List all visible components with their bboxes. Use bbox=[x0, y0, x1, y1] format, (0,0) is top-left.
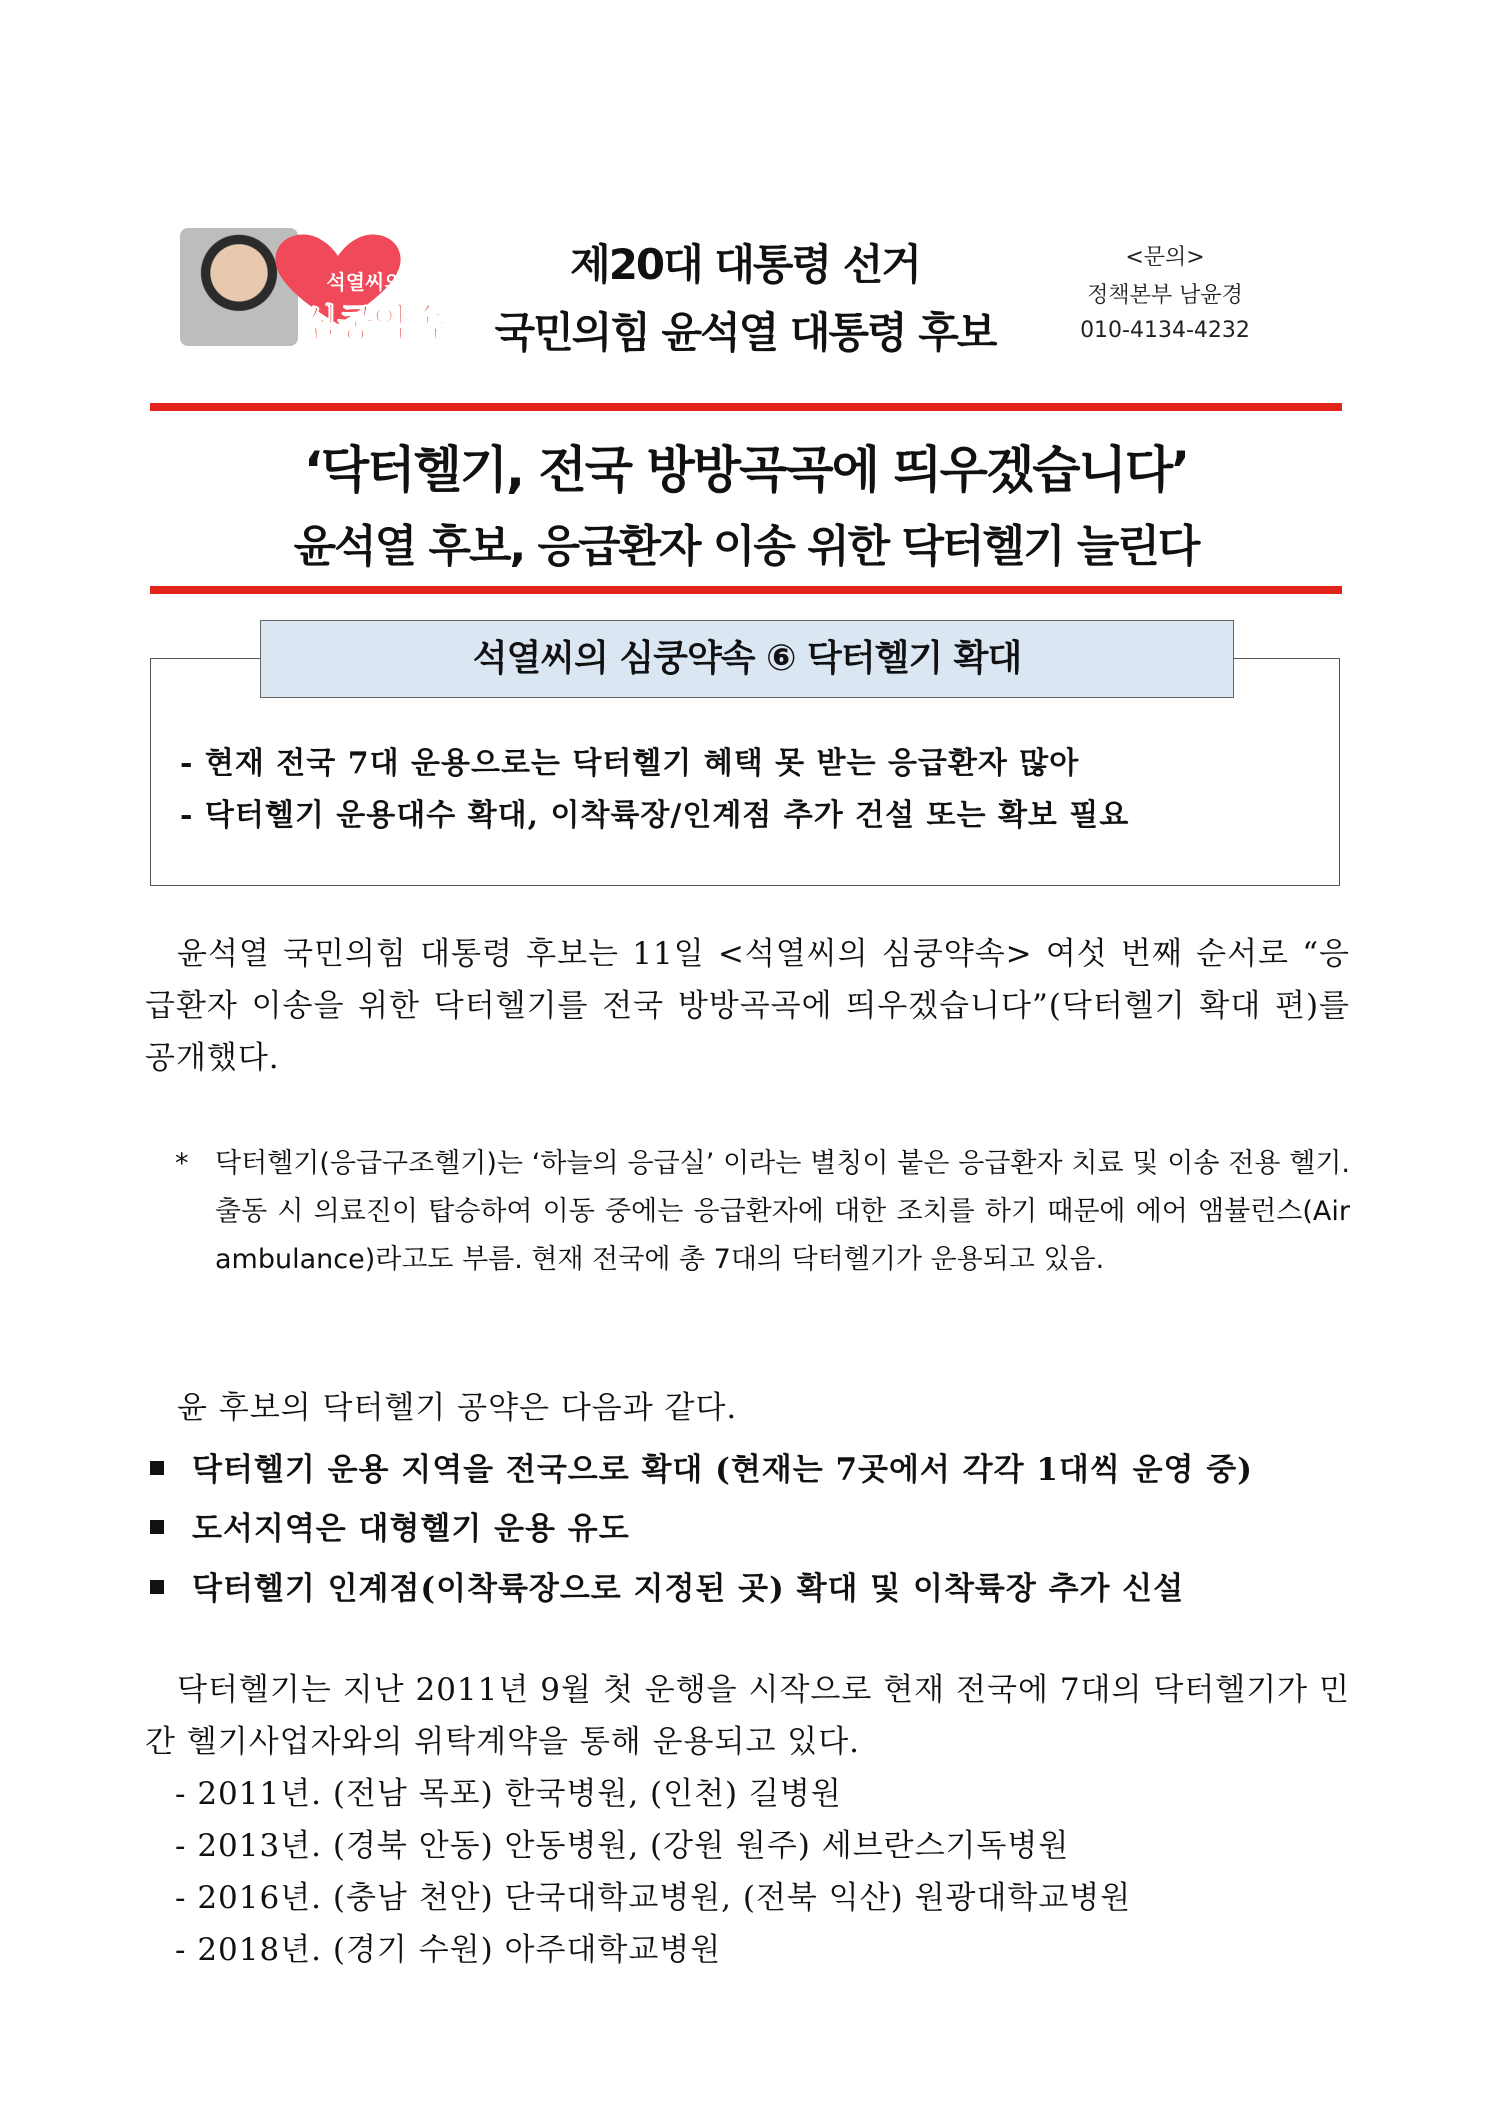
summary-box-title: 석열씨의 심쿵약속 ⑥ 닥터헬기 확대 bbox=[260, 620, 1234, 698]
main-title: ‘닥터헬기, 전국 방방곡곡에 띄우겠습니다’ bbox=[303, 441, 1189, 499]
history-paragraph: 닥터헬기는 지난 2011년 9월 첫 운행을 시작으로 현재 전국에 7대의 닥터헬기가 민간 헬기사업자와의 위탁계약을 통해 운용되고 있다. bbox=[145, 1672, 1350, 1760]
history-item-1: - 2011년. (전남 목포) 한국병원, (인천) 길병원 bbox=[175, 1776, 842, 1812]
summary-bullet-1: - 현재 전국 7대 운용으로는 닥터헬기 혜택 못 받는 응급환자 많아 bbox=[180, 746, 1080, 781]
contact-label: <문의> bbox=[1125, 245, 1205, 270]
contact-phone: 010-4134-4232 bbox=[1080, 318, 1250, 343]
history-item-3: - 2016년. (충남 천안) 단국대학교병원, (전북 익산) 원광대학교병원 bbox=[175, 1880, 1132, 1916]
note-block bbox=[175, 1140, 1350, 1284]
bullet-square-icon bbox=[150, 1461, 164, 1475]
history-item-2: - 2013년. (경북 안동) 안동병원, (강원 원주) 세브란스기독병원 bbox=[175, 1828, 1070, 1864]
header-line-1: 제20대 대통령 선거 bbox=[570, 240, 920, 289]
pledge-item-1 bbox=[150, 1444, 1253, 1489]
header-line-2: 국민의힘 윤석열 대통령 후보 bbox=[494, 308, 996, 357]
bullet-square-icon bbox=[150, 1520, 164, 1534]
pledge-intro: 윤 후보의 닥터헬기 공약은 다음과 같다. bbox=[177, 1390, 738, 1426]
divider-top bbox=[150, 403, 1342, 411]
pledge-item-3 bbox=[150, 1563, 1184, 1608]
summary-bullet-2: - 닥터헬기 운용대수 확대, 이착륙장/인계점 추가 건설 또는 확보 필요 bbox=[180, 798, 1130, 833]
logo-small-text: 석열씨의 bbox=[326, 270, 404, 294]
divider-bottom bbox=[150, 586, 1342, 594]
pledge-text: 닥터헬기 인계점(이착륙장으로 지정된 곳) 확대 및 이착륙장 추가 신설 bbox=[192, 1571, 1185, 1607]
bullet-square-icon bbox=[150, 1580, 164, 1594]
pledge-text: 닥터헬기 운용 지역을 전국으로 확대 (현재는 7곳에서 각각 1대씩 운영 중) bbox=[192, 1452, 1253, 1488]
contact-dept: 정책본부 남윤경 bbox=[1087, 283, 1243, 308]
campaign-logo bbox=[180, 222, 465, 352]
note-mark: * bbox=[175, 1148, 189, 1179]
history-item-4: - 2018년. (경기 수원) 아주대학교병원 bbox=[175, 1932, 722, 1968]
pledge-text: 도서지역은 대형헬기 운용 유도 bbox=[192, 1511, 630, 1547]
sub-title: 윤석열 후보, 응급환자 이송 위한 닥터헬기 늘린다 bbox=[293, 521, 1199, 572]
intro-paragraph: 윤석열 국민의힘 대통령 후보는 11일 <석열씨의 심쿵약속> 여섯 번째 순서로 “응급환자 이송을 위한 닥터헬기를 전국 방방곡곡에 띄우겠습니다”(닥터헬기 확대 편)를 공개했다. bbox=[145, 936, 1350, 1076]
pledge-item-2 bbox=[150, 1503, 630, 1548]
note-text: 닥터헬기(응급구조헬기)는 ‘하늘의 응급실’ 이라는 별칭이 붙은 응급환자 치료 및 이송 전용 헬기. 출동 시 의료진이 탑승하여 이동 중에는 응급환자에 대한 조치를 하기 때문에 에어 앰뷸런스(Air ambulance)라고도 부름. 현재 전국에 총 7대의 닥터헬기가 운용되고 있음. bbox=[215, 1148, 1350, 1275]
logo-big-text: 심쿵약속 bbox=[301, 301, 445, 345]
